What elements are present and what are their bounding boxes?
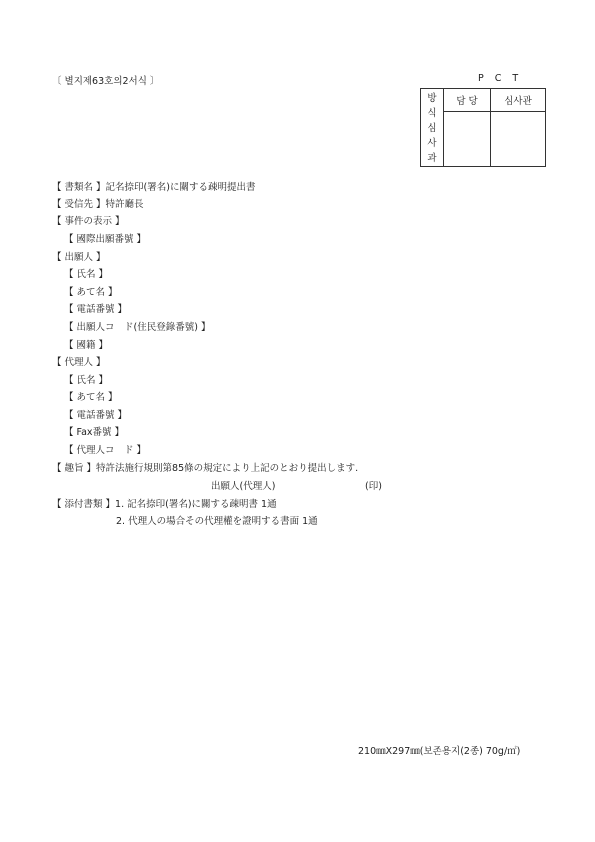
purpose-statement: 【 趣旨 】特許法施行規則第85條の規定により上記のとおり提出します.	[52, 463, 359, 474]
signer-label: 出願人(代理人)	[211, 481, 276, 492]
intl-application-number: 【 國際出願番號 】	[64, 234, 147, 245]
case-display: 【 事件の表示 】	[52, 216, 125, 227]
agent-heading: 【 代理人 】	[52, 357, 106, 368]
applicant-address: 【 あて名 】	[64, 287, 118, 298]
agent-fax: 【 Fax番號 】	[64, 427, 125, 438]
applicant-nationality: 【 國籍 】	[64, 340, 109, 351]
seal-mark: (印)	[365, 481, 382, 492]
applicant-heading: 【 出願人 】	[52, 252, 106, 263]
review-side-label: 방 식 심 사 과	[421, 89, 444, 167]
agent-name: 【 氏名 】	[64, 375, 109, 386]
agent-address: 【 あて名 】	[64, 392, 118, 403]
review-col-examiner: 심사관	[491, 89, 546, 112]
paper-size-note: 210㎜X297㎜(보존용지(2종) 70g/㎡)	[358, 746, 521, 757]
document-title: 【 書類名 】記名捺印(署名)に關する疎明提出書	[52, 182, 256, 193]
applicant-name: 【 氏名 】	[64, 269, 109, 280]
review-cell-examiner-signature	[491, 111, 546, 166]
recipient: 【 受信先 】特許廳長	[52, 199, 144, 210]
pct-label: P C T	[478, 73, 523, 84]
agent-phone: 【 電話番號 】	[64, 410, 128, 421]
attachments-line-2: 2. 代理人の場合その代理權を證明する書面 1通	[116, 516, 318, 527]
form-reference: 〔 별지제63호의2서식 〕	[52, 76, 160, 87]
agent-code: 【 代理人コ ド 】	[64, 445, 147, 456]
review-col-charge: 담 당	[444, 89, 491, 112]
review-cell-charge-signature	[444, 111, 491, 166]
attachments-line-1: 【 添付書類 】1. 記名捺印(署名)に關する疎明書 1通	[52, 499, 277, 510]
applicant-phone: 【 電話番號 】	[64, 304, 128, 315]
applicant-code: 【 出願人コ ド(住民登錄番號) 】	[64, 322, 211, 333]
review-box	[420, 88, 546, 167]
